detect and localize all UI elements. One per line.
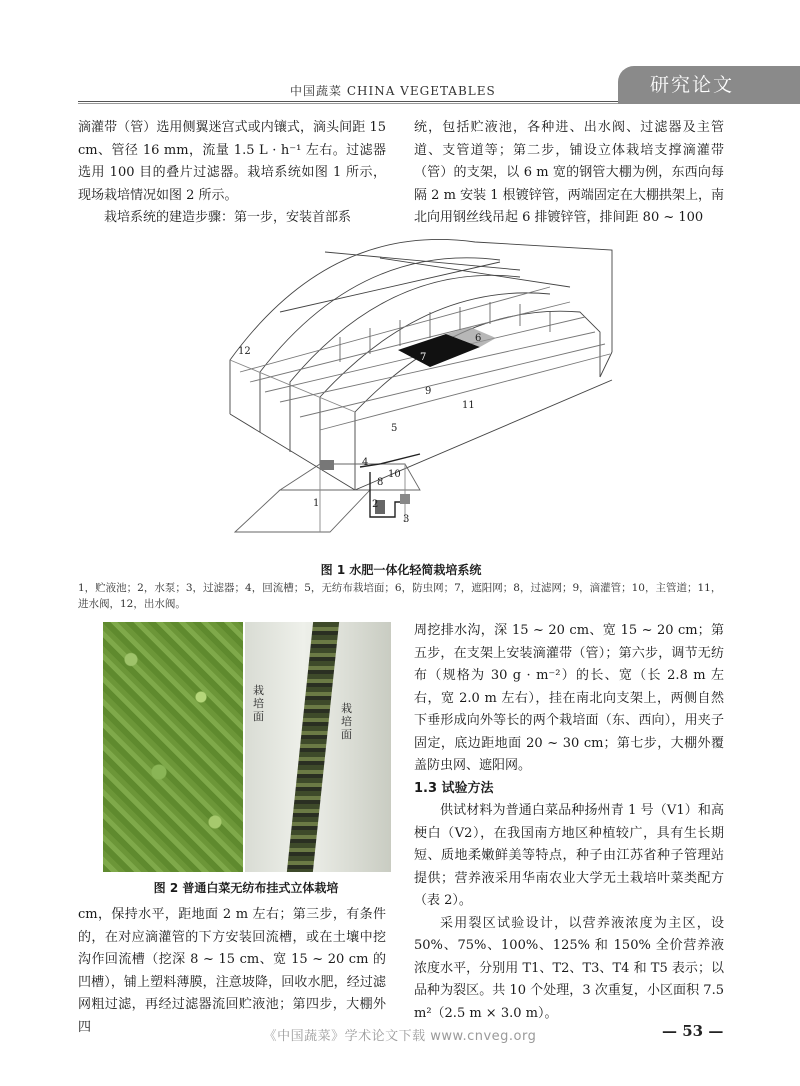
figure-2 xyxy=(103,622,391,872)
top-left-column xyxy=(78,117,386,230)
paragraph: 栽培系统的建造步骤：第一步，安装首部系 xyxy=(104,210,352,225)
callout-3: 3 xyxy=(403,514,410,525)
callout-8: 8 xyxy=(377,477,384,488)
callout-2: 2 xyxy=(372,499,379,510)
callout-4: 4 xyxy=(362,457,369,468)
nonwoven-strip xyxy=(287,622,339,872)
figure-1-legend: 1，贮液池；2，水泵；3，过滤器；4，回流槽；5，无纺布栽培面；6，防虫网；7，遮阳网；8，过滤网；9，滴灌管；10，主管道；11，进水阀，12，出水阀。 xyxy=(78,582,722,610)
bottom-right-column xyxy=(414,620,724,1025)
top-right-column xyxy=(414,117,724,230)
callout-10: 10 xyxy=(388,469,401,480)
label-left: 栽培面 xyxy=(253,684,264,723)
paragraph: 采用裂区试验设计，以营养液浓度为主区，设 50%、75%、100%、125% 和 150% 全价营养液浓度水平，分别用 T1、T2、T3、T4 和 T5 表示；以品种为裂区。共 10 个处理，3 次重复，小区面积 7.5 m²（2.5 m × 3.0 m）。 xyxy=(414,915,724,1021)
figure-2-caption: 图 2 普通白菜无纺布挂式立体栽培 xyxy=(153,881,339,895)
page-number: — 53 — xyxy=(662,1022,724,1040)
bottom-left-column xyxy=(78,904,386,1039)
photo-right xyxy=(245,622,391,872)
header-rule xyxy=(78,101,618,102)
greenhouse-diagram xyxy=(220,232,620,554)
download-footer: 《中国蔬菜》学术论文下载 www.cnveg.org xyxy=(263,1029,537,1044)
paragraph: 供试材料为普通白菜品种扬州青 1 号（V1）和高梗白（V2），在我国南方地区种植较广，具有生长期短、质地柔嫩鲜美等特点，种子由江苏省种子管理站提供；营养液采用华南农业大学无土栽培叶菜类配方（表 2）。 xyxy=(414,803,724,908)
callout-6: 6 xyxy=(475,333,482,344)
paragraph: 周挖排水沟，深 15 ~ 20 cm、宽 15 ~ 20 cm；第五步，在支架上安装滴灌带（管）；第六步，调节无纺布（规格为 30 g · m⁻²）的长、宽（长 2.8 m 左右，宽 2.0 m 左右），挂在南北向支架上，两侧自然下垂形成向外等长的两个栽培面（东、西向），用夹子固定，底边距地面 20 ~ 30 cm；第七步，大棚外覆盖防虫网、遮阳网。 xyxy=(414,623,724,773)
figure-1 xyxy=(220,232,620,554)
callout-11: 11 xyxy=(462,400,475,411)
callout-1: 1 xyxy=(313,498,320,509)
paragraph: 统，包括贮液池，各种进、出水阀、过滤器及主管道、支管道等；第二步，铺设立体栽培支撑滴灌带（管）的支架，以 6 m 宽的钢管大棚为例，东西向每隔 2 m 安装 1 根镀锌管，两端固定在大棚拱架上，南北向用钢丝线吊起 6 排镀锌管，排间距 80 ~ 100 xyxy=(414,120,724,225)
journal-header: 中国蔬菜 CHINA VEGETABLES xyxy=(290,84,496,98)
callout-12: 12 xyxy=(238,346,251,357)
figure-1-caption: 图 1 水肥一体化轻简栽培系统 xyxy=(320,563,482,577)
callout-7: 7 xyxy=(420,352,427,363)
valve-shape xyxy=(400,494,410,504)
photo-left xyxy=(103,622,243,872)
label-right: 栽培面 xyxy=(341,702,352,741)
paragraph: cm，保持水平，距地面 2 m 左右；第三步，有条件的，在对应滴灌管的下方安装回流槽，或在土壤中挖沟作回流槽（挖深 8 ~ 15 cm、宽 15 ~ 20 cm 的凹槽），铺上塑料薄膜，注意坡降，回收水肥，经过滤网粗过滤，再经过滤器流回贮液池；第四步，大棚外四 xyxy=(78,907,386,1035)
callout-9: 9 xyxy=(425,386,432,397)
paragraph: 滴灌带（管）选用侧翼迷宫式或内镶式，滴头间距 15 cm、管径 16 mm，流量 1.5 L · h⁻¹ 左右。过滤器选用 100 目的叠片过滤器。栽培系统如图 1 所示，现场栽培情况如图 2 所示。 xyxy=(78,120,386,203)
header-rule-thin xyxy=(78,103,618,104)
section-tab: 研究论文 xyxy=(618,66,800,104)
water-pump-shape xyxy=(320,460,334,470)
callout-5: 5 xyxy=(391,423,398,434)
section-heading: 1.3 试验方法 xyxy=(414,780,494,796)
